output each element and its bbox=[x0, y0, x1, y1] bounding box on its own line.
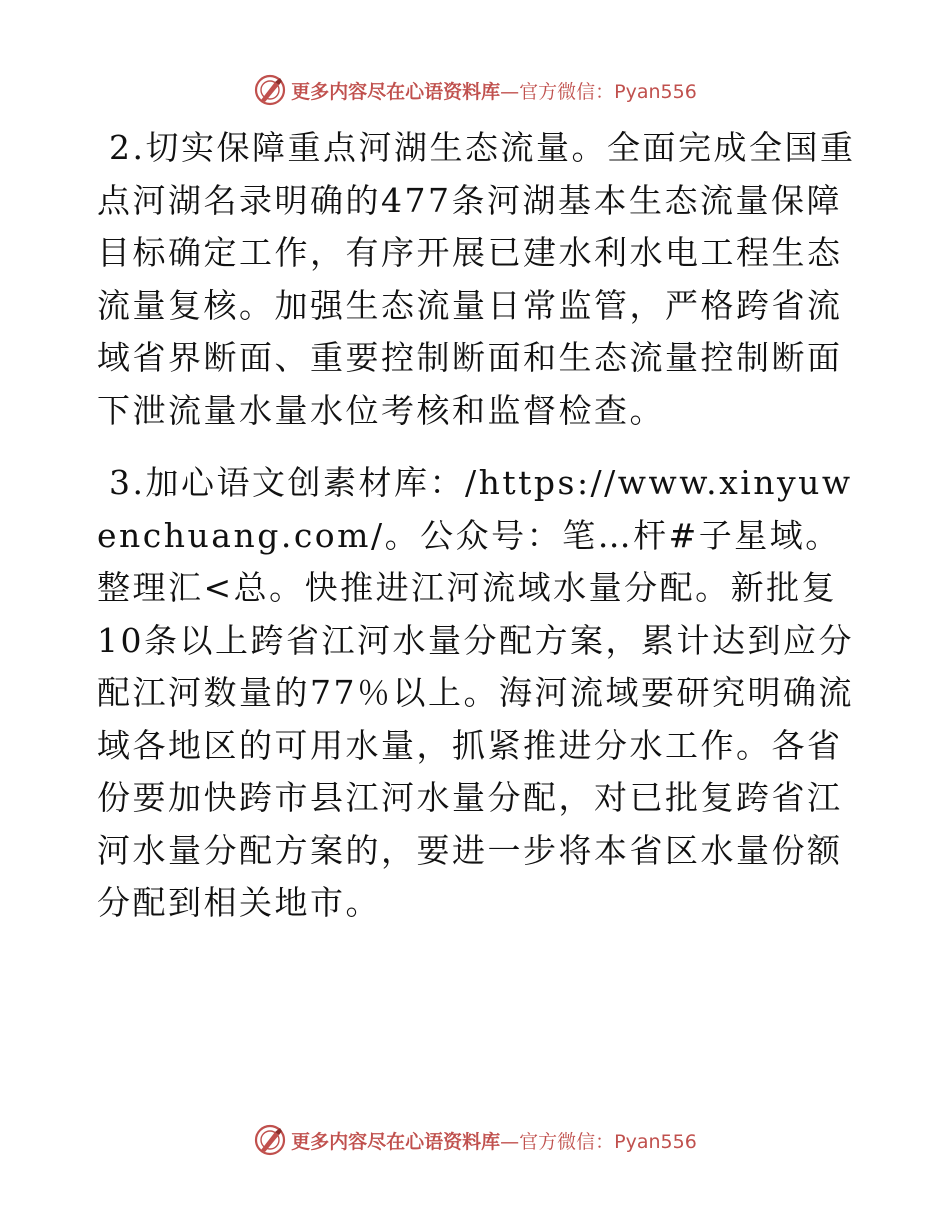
banner-contact: —官方微信：Pyan556 bbox=[500, 80, 697, 103]
pen-nib-logo-icon bbox=[253, 1123, 287, 1157]
header-banner bbox=[0, 70, 950, 110]
footer-banner bbox=[0, 1120, 950, 1160]
banner-title: 更多内容尽在心语资料库 bbox=[291, 80, 501, 103]
banner-contact: —官方微信：Pyan556 bbox=[500, 1130, 697, 1153]
document-body bbox=[97, 122, 857, 930]
pen-nib-logo-icon bbox=[253, 73, 287, 107]
paragraph-water-allocation: 3.加心语文创素材库：/https://www.xinyuwenchuang.com/。公众号：笔…杆#子星域。整理汇<总。快推进江河流域水量分配。新批复10条以上跨省江河水量分配方案，累计达到应分配江河数量的77％以上。海河流域要研究明确流域各地区的可用水量，抓紧推进分水工作。各省份要加快跨市县江河水量分配，对已批复跨省江河水量分配方案的，要进一步将本省区水量份额分配到相关地市。 bbox=[97, 463, 854, 922]
banner-title: 更多内容尽在心语资料库 bbox=[291, 1130, 501, 1153]
paragraph-ecological-flow: 2.切实保障重点河湖生态流量。全面完成全国重点河湖名录明确的477条河湖基本生态流量保障目标确定工作，有序开展已建水利水电工程生态流量复核。加强生态流量日常监管，严格跨省流域省界断面、重要控制断面和生态流量控制断面下泄流量水量水位考核和监督检查。 bbox=[97, 128, 856, 430]
